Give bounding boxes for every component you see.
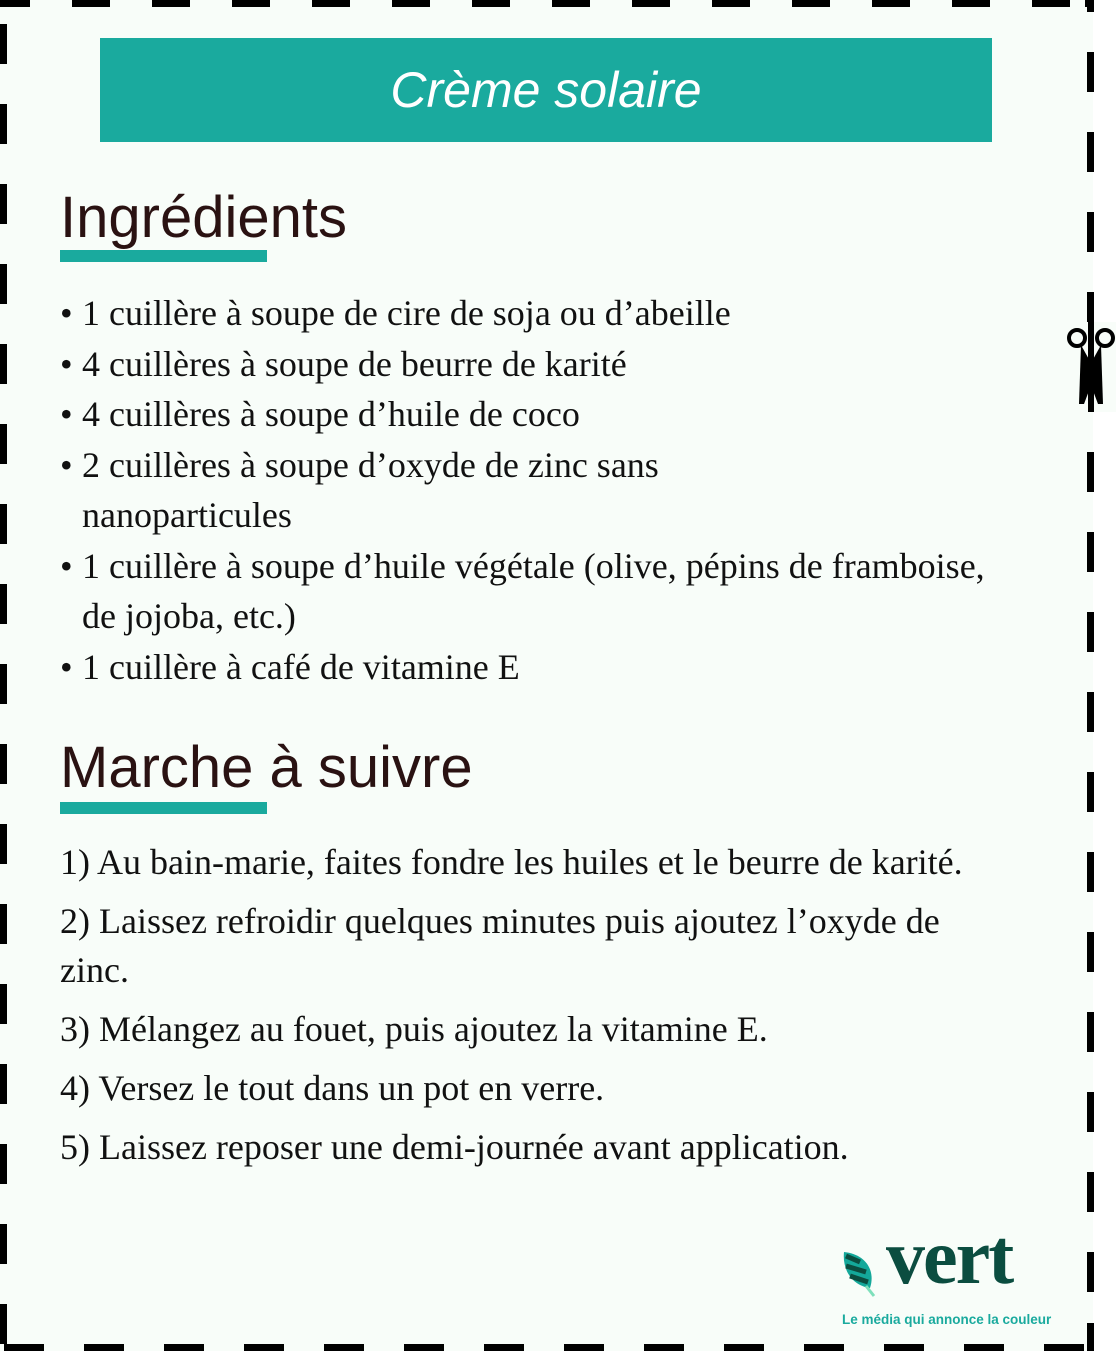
heading-underline: [60, 250, 267, 262]
list-item: • 2 cuillères à soupe d’oxyde de zinc sans nanoparticules: [60, 440, 822, 541]
steps-list: [60, 838, 1070, 1182]
steps-heading: Marche à suivre: [60, 735, 473, 800]
list-item: • 4 cuillères à soupe de beurre de karité: [60, 339, 1020, 390]
list-item: 1) Au bain-marie, faites fondre les huiles et le beurre de karité.: [60, 842, 963, 882]
list-item: • 4 cuillères à soupe d’huile de coco: [60, 389, 1020, 440]
cut-line-right: [1087, 0, 1094, 1351]
list-item: • 1 cuillère à soupe de cire de soja ou d’abeille: [60, 288, 1020, 339]
leaf-icon: [840, 1248, 880, 1298]
list-item: 4) Versez le tout dans un pot en verre.: [60, 1068, 605, 1108]
list-item: 2) Laissez refroidir quelques minutes puis ajoutez l’oxyde de zinc.: [60, 901, 940, 990]
heading-underline: [60, 802, 267, 814]
list-item: 3) Mélangez au fouet, puis ajoutez la vitamine E.: [60, 1009, 768, 1049]
list-item: • 1 cuillère à soupe d’huile végétale (olive, pépins de framboise, de jojoba, etc.): [60, 541, 1020, 642]
list-item: 5) Laissez reposer une demi-journée avant application.: [60, 1127, 849, 1167]
cut-line-left: [0, 0, 7, 1351]
ingredients-heading: Ingrédients: [60, 185, 347, 250]
scissors-icon: [1066, 322, 1116, 412]
ingredients-list: [60, 288, 1020, 692]
logo-tagline: Le média qui annonce la couleur: [842, 1312, 1052, 1327]
page-title: Crème solaire: [390, 62, 702, 118]
cut-line-bottom: [0, 1344, 1093, 1351]
list-item: • 1 cuillère à café de vitamine E: [60, 642, 1020, 693]
cut-line-top: [0, 0, 1093, 7]
title-banner: [100, 38, 992, 142]
